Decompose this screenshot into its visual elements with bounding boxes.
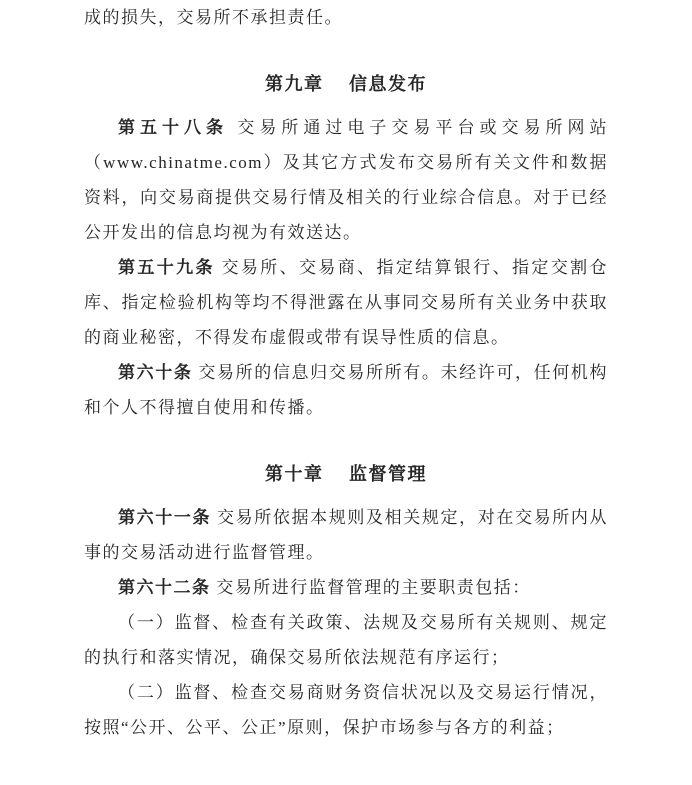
- article-text: 交易所进行监督管理的主要职责包括：: [216, 578, 531, 597]
- list-item-paragraph: （二）监督、检查交易商财务资信状况以及交易运行情况，按照“公开、公平、公正”原则，保护市场参与各方的利益；: [84, 683, 608, 737]
- article-number: 第五十八条: [118, 118, 229, 137]
- article-paragraph: [84, 110, 608, 250]
- article-number: 第六十一条: [118, 508, 212, 527]
- article-text: 交易所通过电子交易平台或交易所网站（www.chinatme.com）及其它方式发布交易所有关文件和数据资料，向交易商提供交易行情及相关的行业综合信息。对于已经公开发出的信息均视为有效送达。: [84, 118, 609, 242]
- article-paragraph: [84, 355, 608, 425]
- chapter-heading: 第九章 信息发布: [265, 74, 427, 94]
- paragraph-continuation: 成的损失，交易所不承担责任。: [84, 8, 343, 27]
- article-paragraph: [84, 500, 608, 570]
- article-text: 交易所依据本规则及相关规定，对在交易所内从事的交易活动进行监督管理。: [84, 508, 608, 562]
- document-body: [84, 0, 608, 745]
- list-item-paragraph: （一）监督、检查有关政策、法规及交易所有关规则、规定的执行和落实情况，确保交易所依法规范有序运行；: [84, 613, 608, 667]
- article-number: 第六十二条: [118, 578, 211, 597]
- article-number: 第六十条: [118, 363, 193, 382]
- article-text: 交易所、交易商、指定结算银行、指定交割仓库、指定检验机构等均不得泄露在从事同交易所有关业务中获取的商业秘密，不得发布虚假或带有误导性质的信息。: [84, 258, 609, 347]
- article-paragraph: [84, 570, 608, 605]
- article-text: 交易所的信息归交易所所有。未经许可，任何机构和个人不得擅自使用和传播。: [84, 363, 608, 417]
- article-paragraph: [84, 250, 608, 355]
- chapter-heading: 第十章 监督管理: [265, 464, 427, 484]
- article-number: 第五十九条: [118, 258, 215, 277]
